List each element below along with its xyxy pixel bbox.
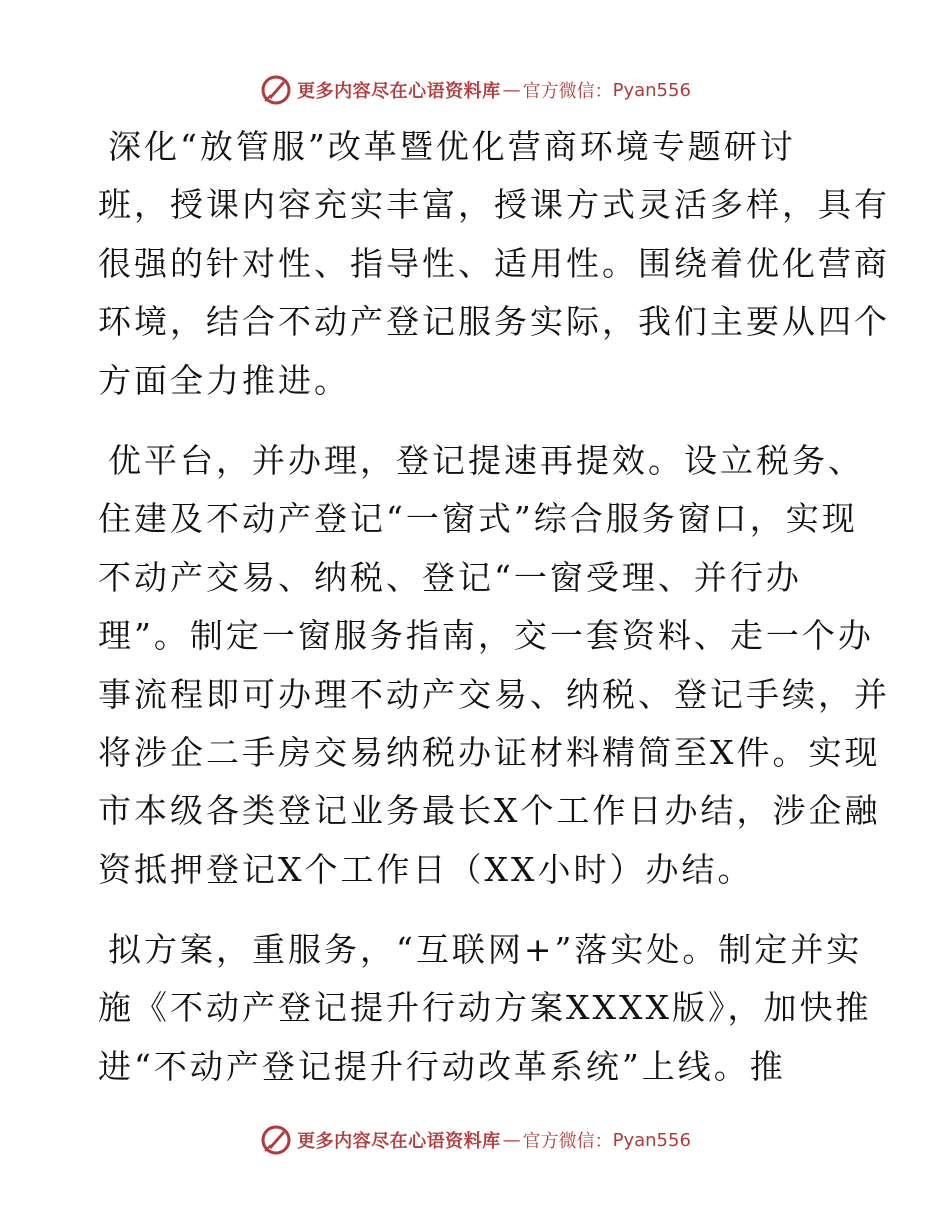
watermark-separator: —	[502, 1129, 521, 1151]
text-line: 优平台，并办理，登记提速再提效。设立税务、	[108, 440, 864, 480]
watermark-title: 更多内容尽在心语资料库	[297, 1131, 501, 1152]
text-line: 进“不动产登记提升行动改革系统”上线。推	[98, 1046, 786, 1086]
paragraph-3	[98, 921, 872, 1096]
watermark-wechat-id: Pyan556	[612, 79, 691, 101]
text-line: 不动产交易、纳税、登记“一窗受理、并行办	[98, 557, 802, 597]
text-line: 环境，结合不动产登记服务实际，我们主要从四个	[98, 302, 890, 342]
text-line: 施《不动产登记提升行动方案XXXX版》，加快推	[98, 988, 872, 1028]
watermark-title: 更多内容尽在心语资料库	[297, 81, 501, 102]
watermark-wechat-label: 官方微信：	[522, 1131, 613, 1152]
header-watermark	[0, 70, 950, 110]
text-line: 将涉企二手房交易纳税办证材料精简至X件。实现	[98, 732, 881, 772]
watermark-wechat-label: 官方微信：	[522, 81, 613, 102]
paragraph-2	[98, 432, 890, 899]
text-line: 事流程即可办理不动产交易、纳税、登记手续，并	[98, 674, 890, 714]
text-line: 住建及不动产登记“一窗式”综合服务窗口，实现	[98, 499, 858, 539]
text-line: 很强的针对性、指导性、适用性。围绕着优化营商	[98, 243, 890, 283]
quill-seal-icon	[259, 1123, 293, 1157]
text-line: 班，授课内容充实丰富，授课方式灵活多样，具有	[98, 185, 890, 225]
text-line: 市本级各类登记业务最长X个工作日办结，涉企融	[98, 791, 881, 831]
text-line: 深化“放管服”改革暨优化营商环境专题研讨	[108, 127, 796, 166]
text-line: 方面全力推进。	[98, 360, 350, 400]
text-line: 拟方案，重服务，“互联网+”落实处。制定并实	[108, 930, 863, 970]
watermark-wechat-id: Pyan556	[612, 1129, 691, 1151]
watermark-separator: —	[502, 79, 521, 101]
paragraph-1	[98, 118, 890, 410]
document-body	[98, 118, 890, 1096]
text-line: 理”。制定一窗服务指南，交一套资料、走一个办	[98, 616, 874, 656]
quill-seal-icon	[259, 73, 293, 107]
text-line: 资抵押登记X个工作日（XX小时）办结。	[98, 849, 754, 889]
footer-watermark	[0, 1120, 950, 1160]
